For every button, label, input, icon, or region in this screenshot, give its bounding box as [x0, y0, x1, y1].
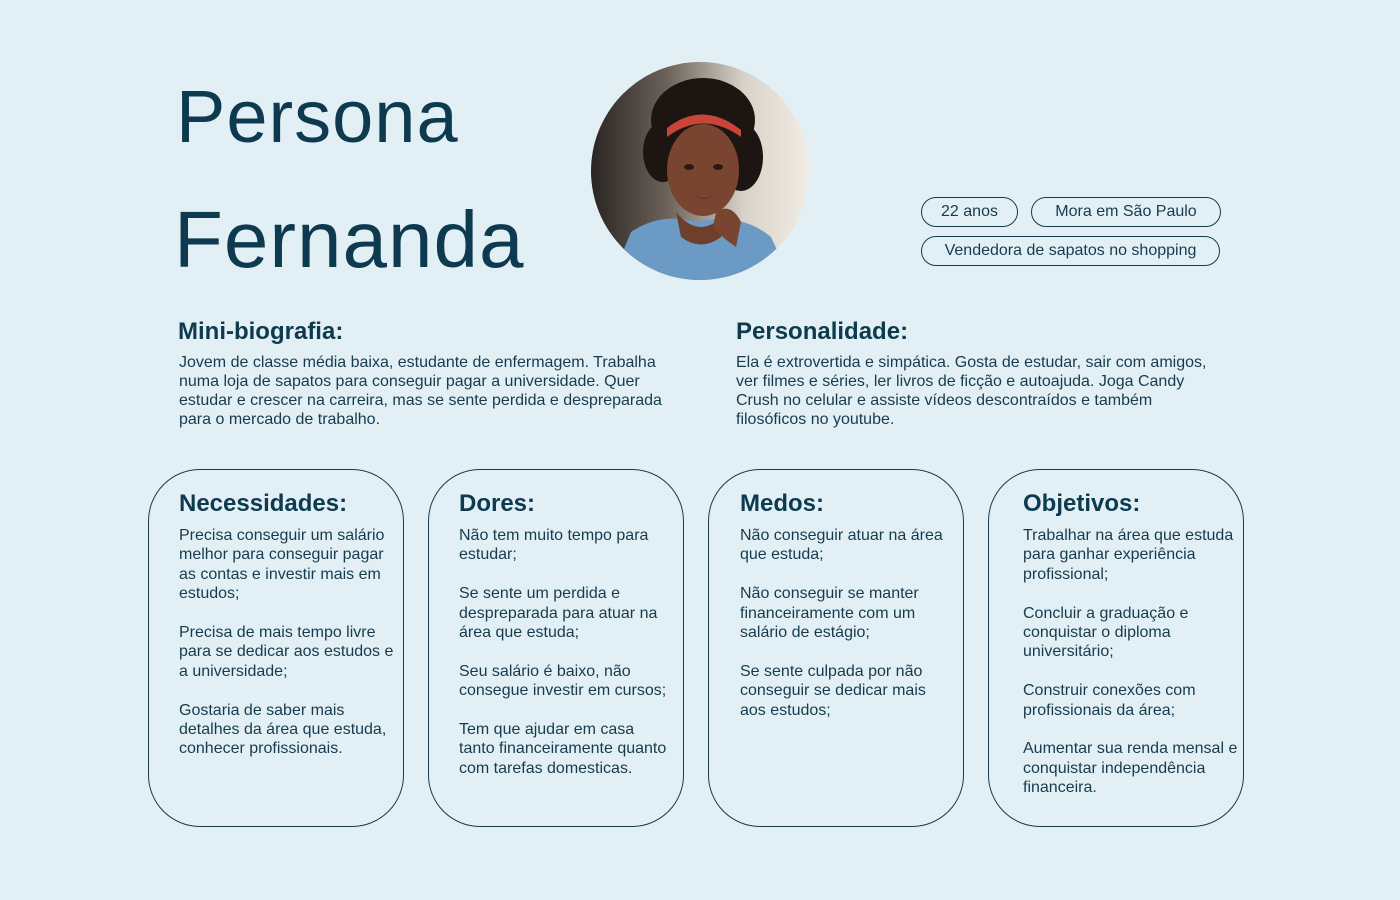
list-item: Não conseguir atuar na área que estuda;: [740, 527, 943, 564]
list-item: Gostaria de saber mais detalhes da área que estuda, conhecer profissionais.: [179, 701, 387, 758]
list-item: Não conseguir se manter financeiramente com um salário de estágio;: [740, 585, 919, 642]
list-item: Construir conexões com profissionais da área;: [1023, 682, 1196, 719]
age-tag: 22 anos: [921, 197, 1018, 227]
card-list: [1023, 526, 1238, 817]
list-item: Precisa conseguir um salário melhor para conseguir pagar as contas e investir mais em estudos;: [179, 527, 385, 603]
goals-card: [988, 469, 1244, 827]
card-heading: Medos:: [740, 490, 824, 517]
bio-text: Jovem de classe média baixa, estudante de enfermagem. Trabalha numa loja de sapatos para conseguir pagar a universidade. Quer estudar e crescer na carreira, mas se sente perdida e despreparada para o mercado de trabalho.: [179, 354, 662, 428]
avatar: [591, 62, 809, 280]
card-list: [459, 526, 669, 798]
page-title: Persona: [176, 75, 459, 158]
personality-heading: Personalidade:: [736, 318, 909, 345]
city-tag: Mora em São Paulo: [1031, 197, 1221, 227]
pains-card: [428, 469, 684, 827]
card-list: [740, 526, 955, 739]
personality-text: Ela é extrovertida e simpática. Gosta de estudar, sair com amigos, ver filmes e séries, ler livros de ficção e autoajuda. Joga Candy Crush no celular e assiste vídeos descontraídos e também filosóficos no youtube.: [736, 354, 1207, 428]
persona-name: Fernanda: [174, 195, 525, 284]
list-item: Tem que ajudar em casa tanto financeiramente quanto com tarefas domesticas.: [459, 721, 667, 777]
fears-card: [708, 469, 964, 827]
list-item: Trabalhar na área que estuda para ganhar experiência profissional;: [1023, 527, 1234, 583]
portrait-photo-icon: [591, 62, 809, 280]
card-heading: Objetivos:: [1023, 490, 1141, 517]
list-item: Se sente um perdida e despreparada para atuar na área que estuda;: [459, 585, 658, 642]
needs-card: [148, 469, 404, 827]
card-list: [179, 526, 394, 778]
list-item: Aumentar sua renda mensal e conquistar independência financeira.: [1023, 740, 1238, 797]
list-item: Não tem muito tempo para estudar;: [459, 527, 649, 564]
job-tag: Vendedora de sapatos no shopping: [921, 236, 1220, 266]
list-item: Seu salário é baixo, não consegue investir em cursos;: [459, 662, 667, 700]
list-item: Se sente culpada por não conseguir se dedicar mais aos estudos;: [740, 662, 926, 719]
card-heading: Necessidades:: [179, 490, 348, 517]
list-item: Concluir a graduação e conquistar o diploma universitário;: [1023, 604, 1189, 661]
bio-heading: Mini-biografia:: [178, 318, 344, 345]
card-heading: Dores:: [459, 490, 536, 517]
list-item: Precisa de mais tempo livre para se dedicar aos estudos e a universidade;: [179, 624, 394, 680]
